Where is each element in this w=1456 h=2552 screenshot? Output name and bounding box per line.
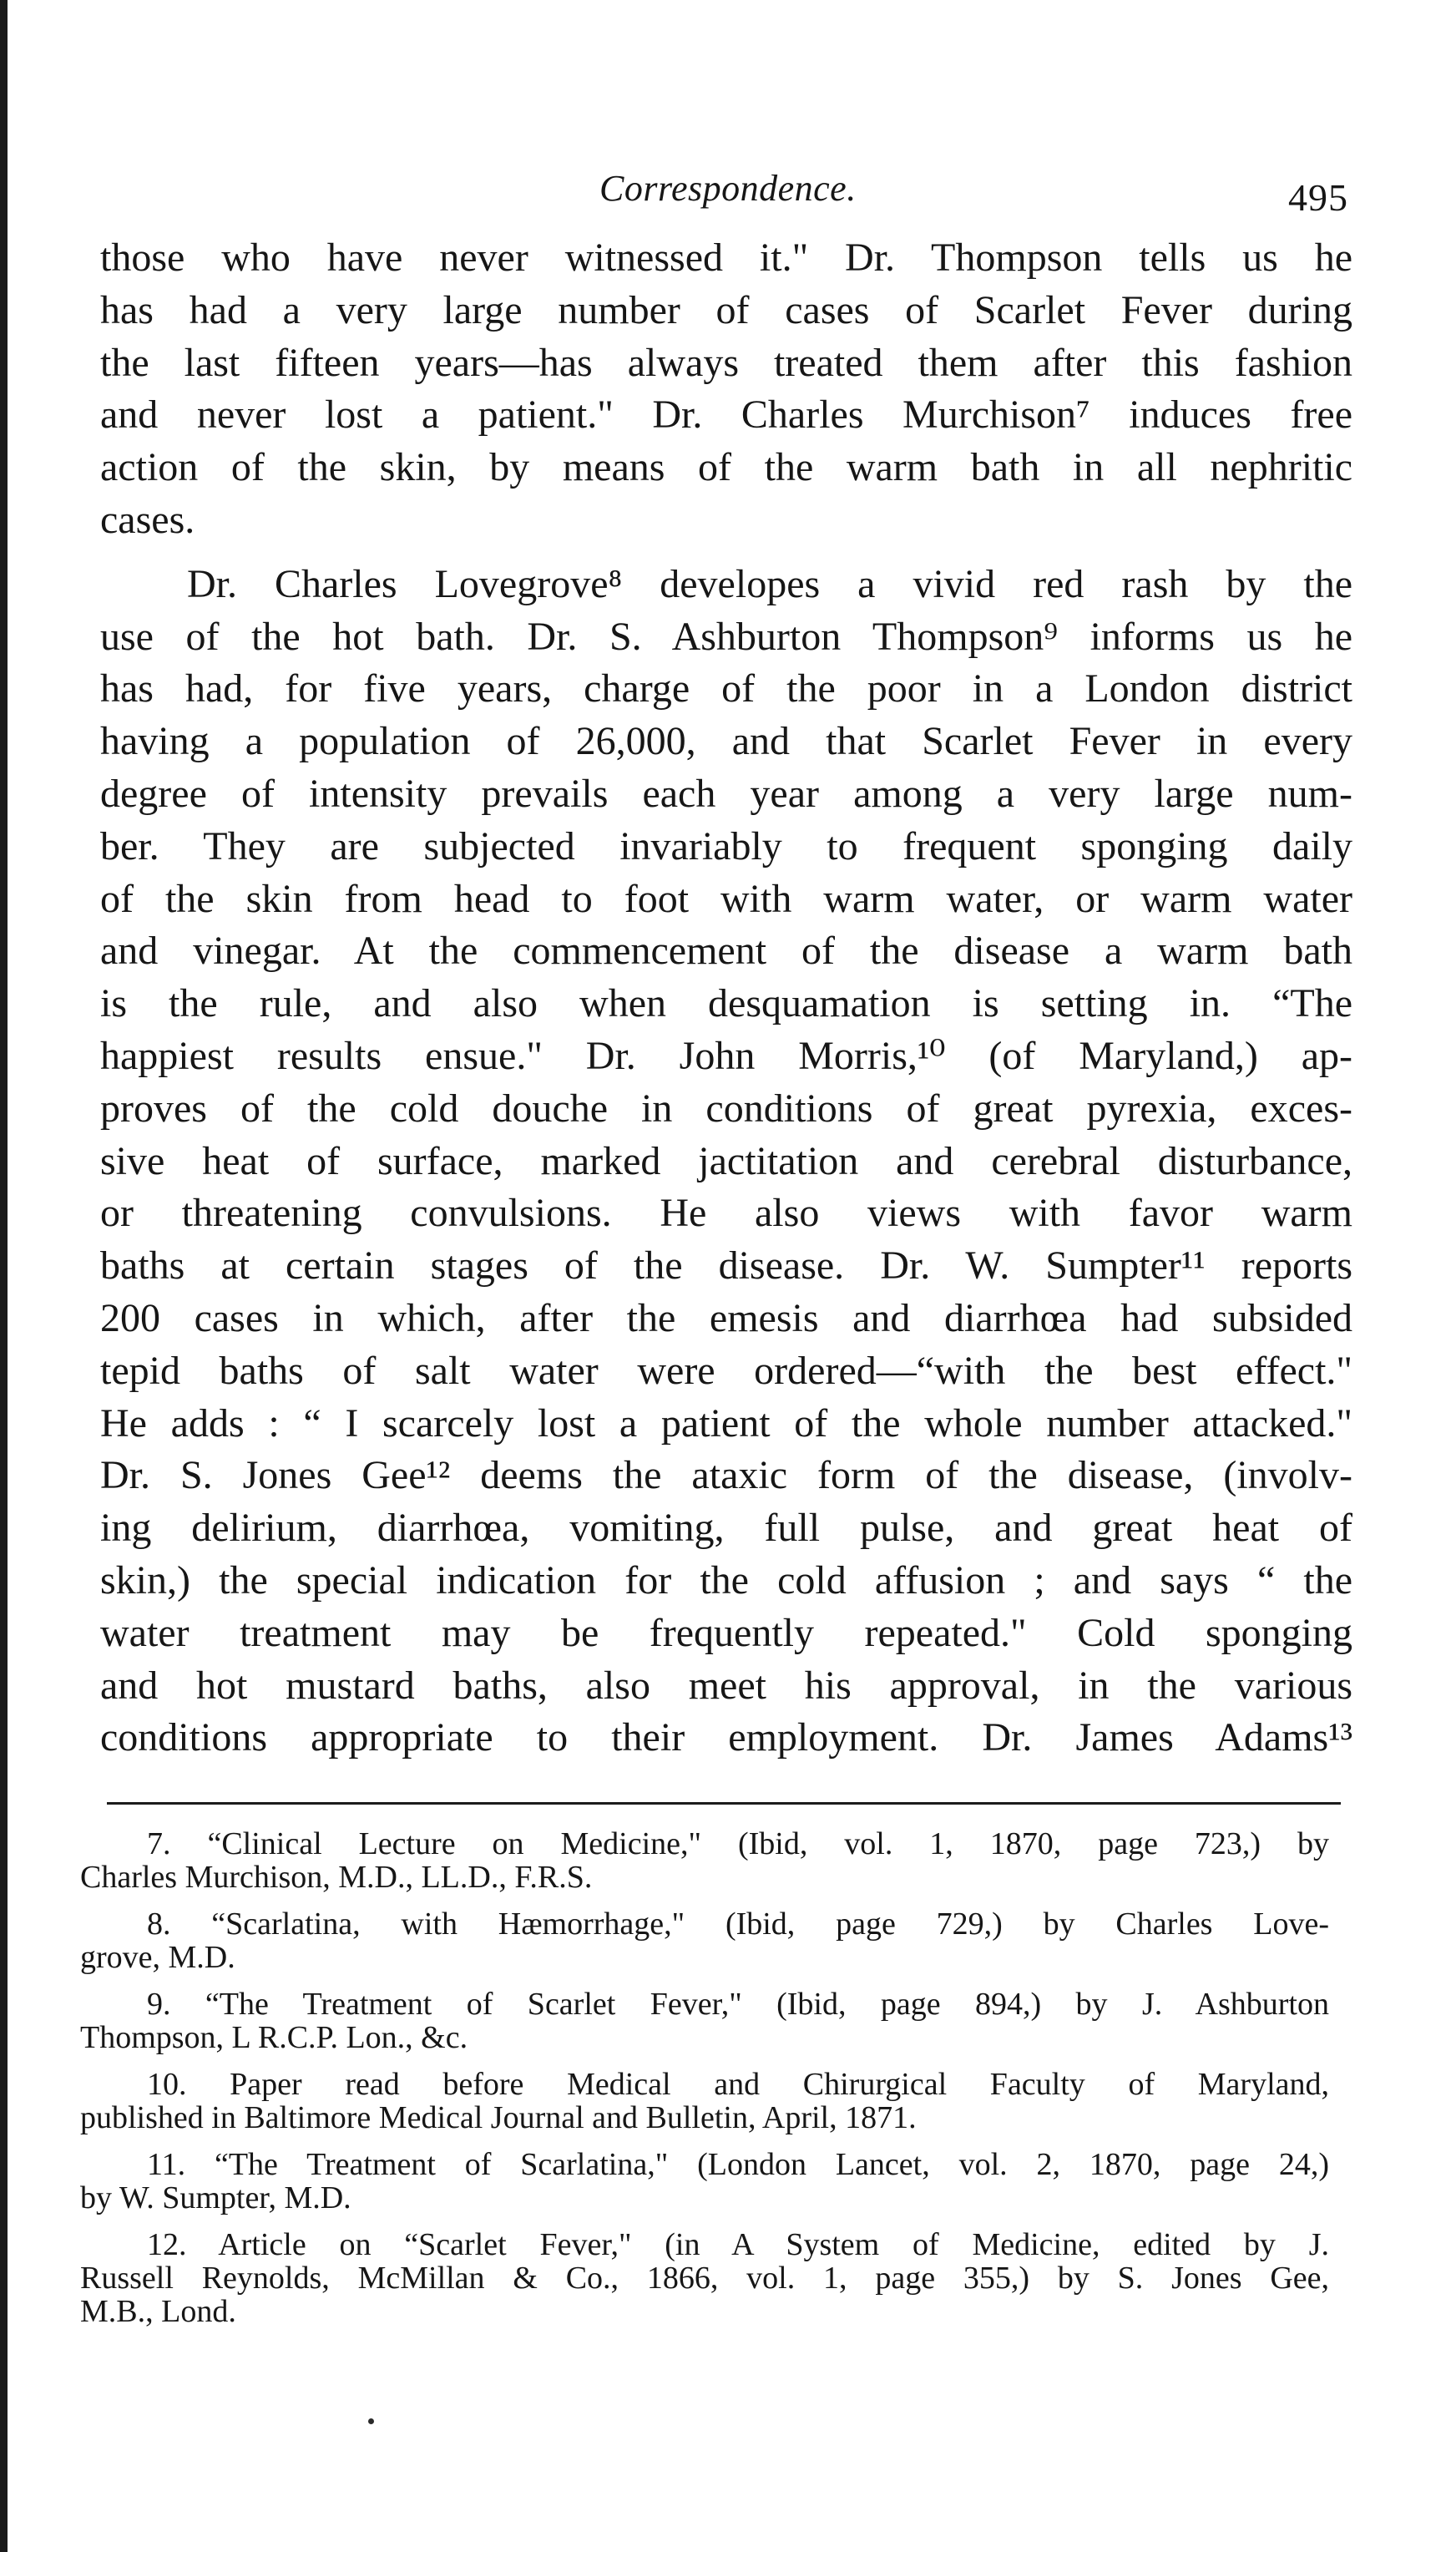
text-line: conditions appropriate to their employment. Dr. James Adams¹³ [100, 1715, 1352, 1760]
text-line: degree of intensity prevails each year among a very large num- [100, 771, 1352, 816]
paragraph-1 [100, 232, 1352, 547]
text-line: He adds : “ I scarcely lost a patient of the whole number attacked." [100, 1400, 1352, 1446]
footnote-rule [107, 1802, 1341, 1805]
stray-print-mark [368, 2418, 374, 2424]
footnote-line: 10. Paper read before Medical and Chirurgical Faculty of Maryland, [147, 2067, 1329, 2102]
text-line: water treatment may be frequently repeated." Cold sponging [100, 1610, 1352, 1655]
text-line: has had, for five years, charge of the poor in a London district [100, 666, 1352, 711]
footnote-line: 8. “Scarlatina, with Hæmorrhage," (Ibid, page 729,) by Charles Love- [147, 1906, 1329, 1942]
text-line: those who have never witnessed it." Dr. Thompson tells us he [100, 235, 1352, 280]
running-header [0, 165, 1456, 224]
text-line: proves of the cold douche in conditions of great pyrexia, exces- [100, 1086, 1352, 1131]
footnote-line: published in Baltimore Medical Journal and Bulletin, April, 1871. [80, 2100, 917, 2135]
text-line: sive heat of surface, marked jactitation and cerebral disturbance, [100, 1138, 1352, 1183]
footnote-line: grove, M.D. [80, 1940, 235, 1975]
footnote-7 [80, 1827, 1329, 1894]
text-line: 200 cases in which, after the emesis and diarrhœa had subsided [100, 1295, 1352, 1340]
text-line: use of the hot bath. Dr. S. Ashburton Thompson⁹ informs us he [100, 614, 1352, 659]
text-line: happiest results ensue." Dr. John Morris,¹⁰ (of Maryland,) ap- [100, 1033, 1352, 1078]
footnotes [80, 1827, 1329, 2342]
footnote-line: Thompson, L R.C.P. Lon., &c. [80, 2020, 468, 2055]
footnote-line: Russell Reynolds, McMillan & Co., 1866, vol. 1, page 355,) by S. Jones Gee, [80, 2261, 1329, 2296]
text-line: Dr. Charles Lovegrove⁸ developes a vivid red rash by the [187, 561, 1352, 606]
footnote-line: 9. “The Treatment of Scarlet Fever," (Ibid, page 894,) by J. Ashburton [147, 1987, 1329, 2022]
footnote-9 [80, 1987, 1329, 2054]
footnote-line: by W. Sumpter, M.D. [80, 2180, 351, 2215]
text-line: and vinegar. At the commencement of the disease a warm bath [100, 929, 1352, 974]
text-line: ing delirium, diarrhœa, vomiting, full pulse, and great heat of [100, 1506, 1352, 1551]
running-title: Correspondence. [599, 168, 857, 209]
footnote-line: Charles Murchison, M.D., LL.D., F.R.S. [80, 1860, 593, 1895]
footnote-line: 12. Article on “Scarlet Fever," (in A System of Medicine, edited by J. [147, 2227, 1329, 2262]
footnote-11 [80, 2148, 1329, 2215]
text-line: skin,) the special indication for the cold affusion ; and says “ the [100, 1557, 1352, 1603]
text-line: and never lost a patient." Dr. Charles Murchison⁷ induces free [100, 392, 1352, 438]
footnote-12 [80, 2228, 1329, 2328]
text-line: baths at certain stages of the disease. Dr. W. Sumpter¹¹ reports [100, 1243, 1352, 1289]
text-line: and hot mustard baths, also meet his approval, in the various [100, 1663, 1352, 1708]
text-line: the last fifteen years—has always treated them after this fashion [100, 340, 1352, 385]
footnote-10 [80, 2068, 1329, 2134]
text-line: of the skin from head to foot with warm water, or warm water [100, 876, 1352, 921]
footnote-line: 11. “The Treatment of Scarlatina," (London Lancet, vol. 2, 1870, page 24,) [147, 2147, 1329, 2182]
paragraph-2 [100, 559, 1352, 1765]
text-line: is the rule, and also when desquamation is setting in. “The [100, 981, 1352, 1026]
text-line: tepid baths of salt water were ordered—“with the best effect." [100, 1348, 1352, 1393]
text-line: Dr. S. Jones Gee¹² deems the ataxic form of the disease, (involv- [100, 1453, 1352, 1498]
text-line: cases. [100, 497, 195, 542]
footnote-8 [80, 1907, 1329, 1974]
text-line: has had a very large number of cases of Scarlet Fever during [100, 287, 1352, 332]
text-line: ber. They are subjected invariably to frequent sponging daily [100, 823, 1352, 868]
text-line: action of the skin, by means of the warm bath in all nephritic [100, 445, 1352, 490]
text-line: or threatening convulsions. He also views with favor warm [100, 1191, 1352, 1236]
page-number: 495 [1288, 176, 1348, 219]
body-text [100, 232, 1352, 1765]
text-line: having a population of 26,000, and that Scarlet Fever in every [100, 719, 1352, 764]
footnote-line: 7. “Clinical Lecture on Medicine," (Ibid, vol. 1, 1870, page 723,) by [147, 1826, 1329, 1861]
footnote-line: M.B., Lond. [80, 2294, 236, 2329]
